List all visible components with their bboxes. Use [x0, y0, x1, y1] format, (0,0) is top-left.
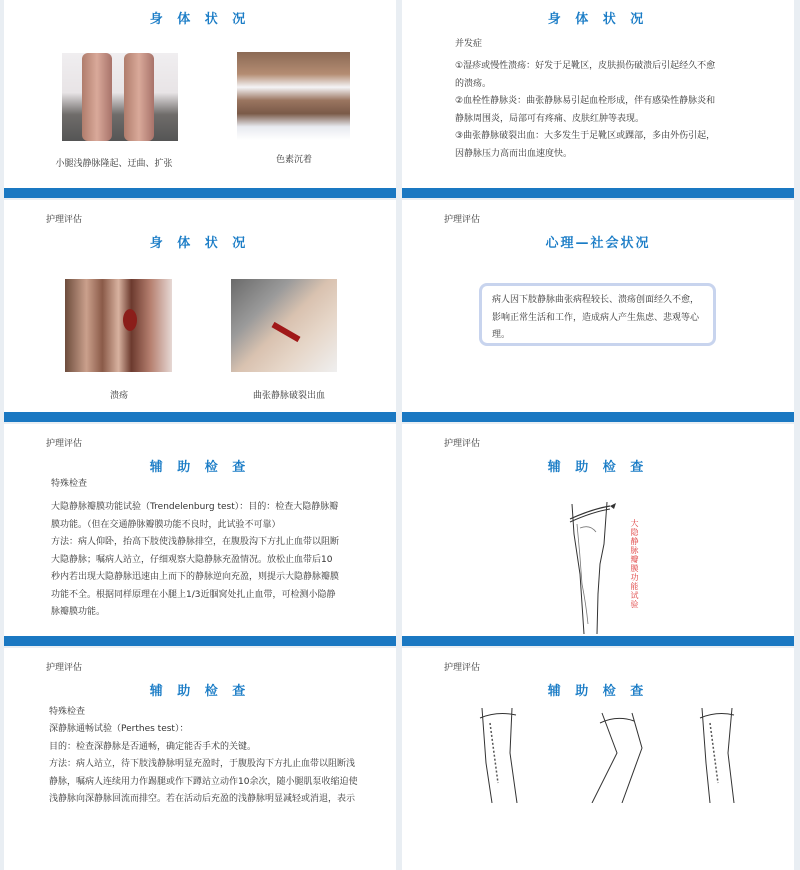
slide-title: 身 体 状 况 — [547, 12, 649, 27]
text-line: 浅静脉向深静脉回流而排空。若在活动后充盈的浅静脉明显减轻或消退，表示 — [49, 794, 356, 804]
footer-bar — [4, 636, 396, 646]
text-line: ②血栓性静脉炎：曲张静脉易引起血栓形成，伴有感染性静脉炎和 — [455, 96, 716, 106]
slide-8[interactable] — [402, 648, 794, 870]
text-line: 深静脉通畅试验（Perthes test）： — [49, 724, 189, 734]
slide-7[interactable] — [4, 648, 396, 870]
text-line: 因静脉压力高而出血速度快。 — [455, 148, 573, 159]
section-heading: 并发症 — [455, 39, 483, 49]
slide-title: 辅 助 检 查 — [149, 460, 251, 475]
slide-4[interactable] — [402, 200, 794, 422]
complication-list — [455, 58, 715, 163]
slide-title: 辅 助 检 查 — [547, 460, 649, 475]
text-line: 大隐静脉瓣膜功能试验（Trendelenburg test）：目的：检查大隐静脉瓣 — [51, 502, 339, 512]
photo-caption: 小腿浅静脉隆起、迂曲、扩张 — [55, 159, 173, 169]
text-line: 方法：病人仰卧，抬高下肢使浅静脉排空，在腹股沟下方扎止血带以阻断 — [51, 537, 340, 547]
varicose-legs-photo — [62, 53, 178, 141]
slide-title: 心理—社会状况 — [545, 236, 651, 251]
text-line: 静脉周围炎，局部可有疼痛、皮肤红肿等表现。 — [455, 113, 645, 124]
perthes-text — [49, 721, 357, 809]
footer-bar — [4, 412, 396, 422]
bleeding-vein-photo — [231, 279, 337, 372]
slide-6[interactable] — [402, 424, 794, 646]
slide-2[interactable] — [402, 0, 794, 198]
section-tag: 护理评估 — [46, 439, 83, 449]
slide-3[interactable] — [4, 200, 396, 422]
text-line: ①湿疹或慢性溃疡：好发于足靴区，皮肤损伤破溃后引起经久不愈 — [455, 61, 716, 71]
section-heading: 特殊检查 — [51, 479, 88, 489]
section-tag: 护理评估 — [46, 215, 83, 225]
perthes-test-drawings — [472, 703, 752, 803]
footer-bar — [4, 188, 396, 198]
slide-title: 辅 助 检 查 — [547, 684, 649, 699]
section-tag: 护理评估 — [444, 663, 481, 673]
slide-5[interactable] — [4, 424, 396, 646]
footer-bar — [402, 412, 794, 422]
text-line: 方法：病人站立，待下肢浅静脉明显充盈时，于腹股沟下方扎止血带以阻断浅 — [49, 759, 356, 769]
photo-caption: 溃疡 — [109, 391, 128, 401]
section-tag: 护理评估 — [444, 215, 481, 225]
section-tag: 护理评估 — [444, 439, 481, 449]
text-line: 静脉，嘱病人连续用力作踢腿或作下蹲站立动作10余次，随小腿肌泵收缩迫使 — [49, 776, 358, 787]
footer-bar — [402, 188, 794, 198]
footer-bar — [402, 636, 794, 646]
trendelenburg-text — [51, 499, 339, 622]
text-line: 功能不全。根据同样原理在小腿上1/3近腘窝处扎止血带，可检测小隐静 — [51, 589, 336, 600]
figure-label: 大隐静脉瓣膜功能试验 — [630, 519, 639, 609]
ulcer-photo — [65, 279, 172, 372]
text-line: 目的：检查深静脉是否通畅，确定能否手术的关键。 — [49, 741, 257, 752]
slide-title: 身 体 状 况 — [149, 236, 251, 251]
text-line: 的溃疡。 — [455, 78, 492, 89]
slide-1[interactable] — [4, 0, 396, 198]
text-line: 秒内若出现大隐静脉迅速由上而下的静脉逆向充盈，则提示大隐静脉瓣膜 — [51, 572, 340, 582]
text-line: 膜功能。（但在交通静脉瓣膜功能不良时，此试验不可靠） — [51, 519, 281, 530]
section-heading: 特殊检查 — [49, 707, 86, 717]
text-line: 脉瓣膜功能。 — [51, 607, 106, 617]
slide-title: 辅 助 检 查 — [149, 684, 251, 699]
photo-caption: 曲张静脉破裂出血 — [252, 391, 325, 401]
text-line: ③曲张静脉破裂出血：大多发生于足靴区或踝部，多由外伤引起， — [455, 131, 716, 141]
pigmentation-photo — [237, 52, 350, 140]
text-line: 大隐静脉；嘱病人站立，仔细观察大隐静脉充盈情况。放松止血带后10 — [51, 554, 333, 565]
psychosocial-text-box: 病人因下肢静脉曲张病程较长、溃疡创面经久不愈，影响正常生活和工作，造成病人产生焦虑、悲观等心理。 — [479, 283, 716, 346]
section-tag: 护理评估 — [46, 663, 83, 673]
photo-caption: 色素沉着 — [275, 155, 312, 165]
slide-title: 身 体 状 况 — [149, 12, 251, 27]
